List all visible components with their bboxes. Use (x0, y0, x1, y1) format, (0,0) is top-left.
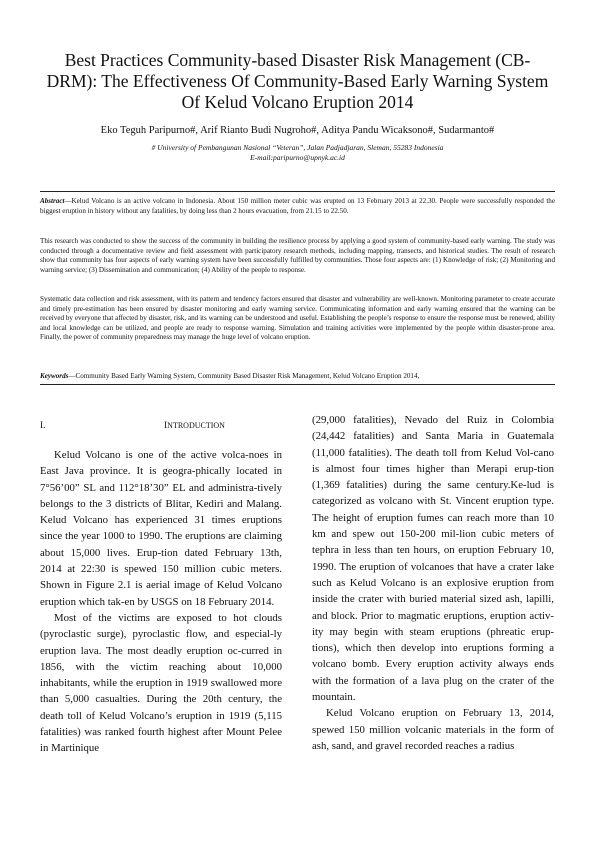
abstract-top-rule (40, 191, 555, 192)
keywords-line: Keywords—Community Based Early Warning System, Community Based Disaster Risk Management, Kelud Volcano Eruption 2014, (40, 372, 420, 380)
affiliation: # University of Pembangunan Nasional “Veteran”, Jalan Padjadjaran, Sleman, 55283 Indonesia (151, 143, 444, 152)
author-email: E-mail:paripurno@upnyk.ac.id (250, 153, 345, 162)
body-paragraph: (29,000 fatalities), Nevado del Ruiz in Colombia (24,442 fatalities) and Santa Maria in Guatemala (11,000 fatalities). The death toll from Kelud Vol-cano is almost four times higher than Merapi erup-tion (1,369 fatalities) during the same century.Ke-lud is categorized as volcano with St. Vincent eruption type. The height of eruption fumes can reach more than 10 km and spew out 150-200 mil-lion cubic meters of tephra in less than ten hours, on eruption February 10, 1990. The eruption of volcanoes that have a crater lake such as Kelud Volcano is an explosive eruption from inside the crater with buried material sized ash, lapilli, and block. Prior to magmatic eruptions, eruption activ-ity may begin with steam eruptions (phreatic erup-tions), which then develop into eruptions forming a volcano bomb. Every eruption activity always ends with the formation of a lava plug on the crater of the mountain. (312, 414, 554, 704)
section-title: INTRODUCTION (164, 421, 225, 431)
paper-title: Best Practices Community-based Disaster Risk Management (CB-DRM): The Effectiveness Of Community-Based Early Warning System Of Kelud Volcano Eruption 2014 (46, 50, 549, 112)
affiliation-block (40, 143, 555, 163)
abstract-paragraph-2: This research was conducted to show the success of the community in building the resilience process by applying a good system of community-based early warning. The study was conducted through a documentative review and field assessment with participatory research methods, including mapping, transects, and historical studies. The result of research show that community has four aspects of early warning system have been successfully fulfilled by communities. Those four aspects are: (1) Knowledge of risk; (2) Monitoring and warning service; (3) Dissemination and communication; (4) Ability of the people to response. (40, 237, 555, 274)
abstract-bottom-rule (40, 384, 555, 385)
left-column (40, 447, 282, 757)
right-column (312, 412, 554, 754)
body-paragraph: Kelud Volcano is one of the active volca-noes in East Java province. It is geogra-phically located in 7°56’00” SL and 112°18’30” EL and administra-tively belongs to the 3 districts of Blitar, Kediri and Malang. Kelud Volcano has experienced 31 times eruptions since the year 1000 to 1990. The eruptions are claiming about 15,000 lives. Erup-tion dated February 13th, 2014 at 22:30 is spewed 150 million cubic meters. Shown in Figure 2.1 is aerial image of Kelud Volcano eruption which tak-en by USGS on 18 February 2014. (40, 449, 282, 608)
body-paragraph: Kelud Volcano eruption on February 13, 2014, spewed 150 million volcanic materials in the form of ash, sand, and gravel recorded reaches a radius (312, 707, 554, 752)
abstract-paragraph-1: Abstract—Kelud Volcano is an active volcano in Indonesia. About 150 million meter cubic was erupted on 13 February 2013 at 22.30. People were successfully responded the biggest eruption in history without any fatalities, by doing less than 2 hours evacuation, from 21.15 to 22.50. (40, 197, 555, 215)
author-list: Eko Teguh Paripurno#, Arif Rianto Budi Nugroho#, Aditya Pandu Wicaksono#, Sudarmanto# (100, 125, 495, 136)
abstract-label: Abstract (40, 197, 65, 205)
keywords-label: Keywords (40, 372, 69, 380)
section-number: I. (40, 421, 46, 431)
body-paragraph: Most of the victims are exposed to hot clouds (pyroclastic surge), pyroclastic flow, and especial-ly eruption lava. The most deadly eruption oc-curred in 1856, with the victim reaching about 10,000 inhabitants, while the eruption in 1919 swallowed more than 5,000 casualties. During the 20th century, the death toll of Kelud Volcano’s eruption in 1919 (5,115 fatalities) was ranked fourth highest after Mount Pelee in Martinique (40, 611, 282, 755)
abstract-paragraph-3: Systematic data collection and risk assessment, with its pattern and tendency factors ensured that disaster and vulnerability are well-known. Monitoring parameter to create accurate and timely pre-estimation has been ensured by disaster monitoring and early warning service. Communicating information and early warning ensured that the warning can be received by everyone that affected by disaster, risk, and its warning can be understood and useful. Establishing the people’s response to ensure the response must be renewed, ability and local knowledge can be utilized, and people are ready to response warning. Simulation and training activities were implemented by the people within disaster-prone area. Finally, the power of community preparedness may manage the huge level of volcano eruption. (40, 295, 555, 342)
